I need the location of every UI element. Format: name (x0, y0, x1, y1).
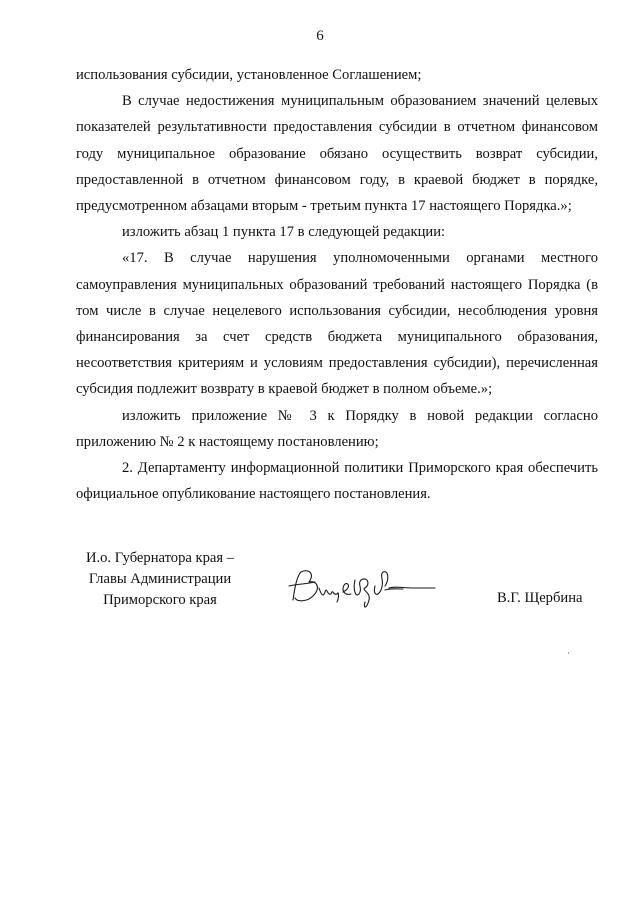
paragraph-6: 2. Департаменту информационной политики Приморского края обеспечить официальное опубликование настоящего постановления. (76, 460, 598, 503)
signature-block (0, 548, 640, 628)
scan-artifact (568, 652, 569, 654)
paragraph-4: «17. В случае нарушения уполномоченными органами местного самоуправления муниципальных образований требований настоящего Порядка (в том числе в случае нецелевого использования субсидии, несоблюдения уровня финансирования за счет средств бюджета муниципального образования, несоответствия критериям и условиям предоставления субсидии), перечисленная субсидия подлежит возврату в краевой бюджет в полном объеме.»; (76, 250, 598, 398)
signer-title-line-2: Главы Администрации (88, 571, 232, 587)
signer-name: В.Г. Щербина (497, 590, 583, 606)
handwritten-signature (285, 558, 445, 618)
paragraph-5: изложить приложение № 3 к Порядку в новой редакции согласно приложению № 2 к настоящему постановлению; (76, 407, 598, 450)
page-number: 6 (316, 28, 324, 44)
signer-title-line-3: Приморского края (103, 592, 217, 608)
signer-title (70, 548, 250, 611)
document-body (76, 62, 598, 507)
paragraph-3: изложить абзац 1 пункта 17 в следующей редакции: (122, 224, 446, 241)
signer-title-line-1: И.о. Губернатора края – (85, 550, 235, 566)
paragraph-2: В случае недостижения муниципальным образованием значений целевых показателей результативности предоставления субсидии в отчетном финансовом году муниципальное образование обязано осуществить возврат субсидии, предоставленной в отчетном финансовом году, в краевой бюджет в порядке, предусмотренном абзацами вторым - третьим пункта 17 настоящего Порядка.»; (76, 93, 598, 215)
paragraph-1: использования субсидии, установленное Соглашением; (76, 67, 422, 83)
